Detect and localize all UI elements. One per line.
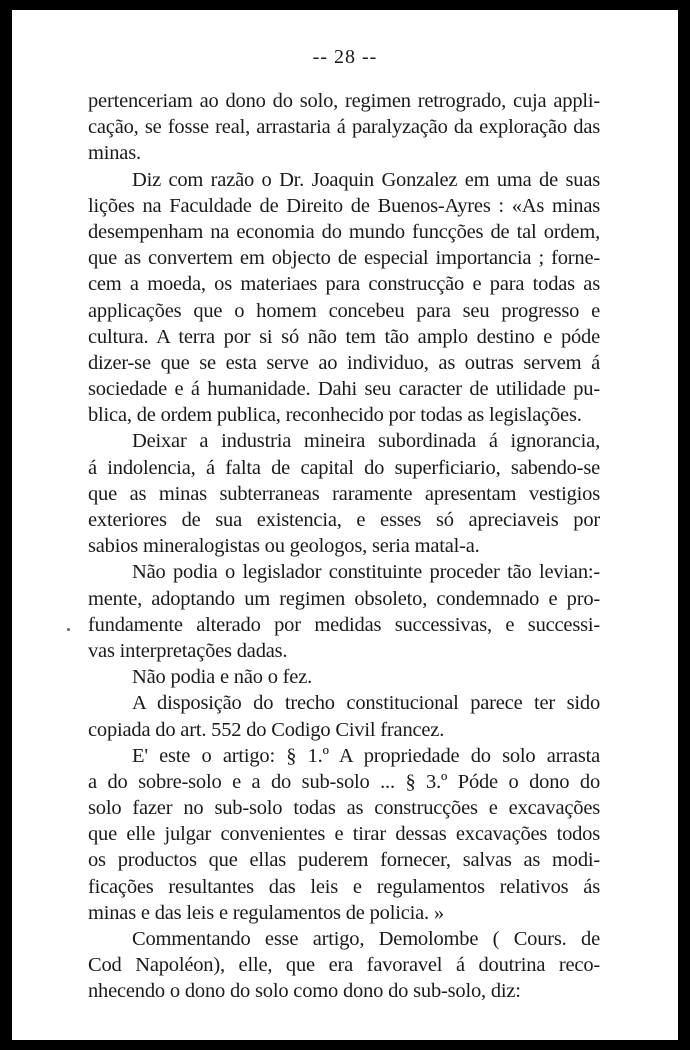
text-line: Diz com razão o Dr. Joaquin Gonzalez em uma de suas [132,168,600,191]
page-number: -- 28 -- [312,46,378,68]
text-line: que elle julgar convenientes e tirar dessas excavações todos [88,823,600,846]
text-line: os productos que ellas puderem fornecer, salvas as modi- [88,849,600,872]
text-line: á indolencia, á falta de capital do superficiario, sabendo-se [88,456,600,479]
text-line: Não podia o legislador constituinte proceder tão levian:- [132,561,600,584]
text-line: nhecendo o dono do solo como dono do sub-solo, diz: [88,980,521,1003]
text-line: exteriores de sua existencia, e esses só apreciaveis por [88,509,600,531]
text-line: a do sobre-solo e a do sub-solo ... § 3.º Póde o dono do [88,770,600,793]
body-text [88,88,600,1005]
text-line: Cod Napoléon), elle, que era favoravel á doutrina reco- [88,954,600,977]
text-line: sociedade e á humanidade. Dahi seu caracter de utilidade pu- [88,378,600,401]
text-line: desempenham na economia do mundo funcções de tal ordem, [88,220,600,243]
text-line: Commentando esse artigo, Demolombe ( Cours. de [132,928,600,950]
ink-speck [67,628,70,631]
text-line: vas interpretações dadas. [88,639,288,662]
text-line: Deixar a industria mineira subordinada á ignorancia, [132,430,600,453]
text-line: minas. [88,142,141,165]
text-line: ficações resultantes das leis e regulamentos relativos ás [88,875,600,898]
text-line: blica, de ordem publica, reconhecido por todas as legislações. [88,404,582,427]
text-line: cação, se fosse real, arrastaria á paralyzação da exploração das [88,116,600,139]
text-line: copiada do art. 552 do Codigo Civil francez. [88,718,445,741]
text-line: que as minas subterraneas raramente apresentam vestigios [88,482,600,505]
document-page [12,10,678,1040]
text-line: dizer-se que se esta serve ao individuo, as outras servem á [88,351,600,374]
text-line: E' este o artigo: § 1.º A propriedade do solo arrasta [132,744,600,767]
text-line: A disposição do trecho constitucional parece ter sido [132,692,600,715]
text-line: pertenceriam ao dono do solo, regimen retrogrado, cuja appli- [88,90,600,112]
text-line: cem a moeda, os materiaes para construcção e para todas as [88,273,600,296]
text-line: minas e das leis e regulamentos de policia. » [88,901,444,924]
text-line: cultura. A terra por si só não tem tão amplo destino e póde [88,325,600,348]
text-line: mente, adoptando um regimen obsoleto, condemnado e pro- [88,587,600,610]
text-line: Não podia e não o fez. [132,666,313,689]
text-line: lições na Faculdade de Direito de Buenos-Ayres : «As minas [88,194,600,217]
text-line: applicações que o homem concebeu para seu progresso e [88,299,600,322]
text-line: que as convertem em objecto de especial importancia ; forne- [88,247,600,270]
text-line: sabios mineralogistas ou geologos, seria matal-a. [88,535,480,558]
text-line: solo fazer no sub-solo todas as construcções e excavações [88,797,600,820]
text-line: fundamente alterado por medidas successivas, e successi- [88,613,600,636]
